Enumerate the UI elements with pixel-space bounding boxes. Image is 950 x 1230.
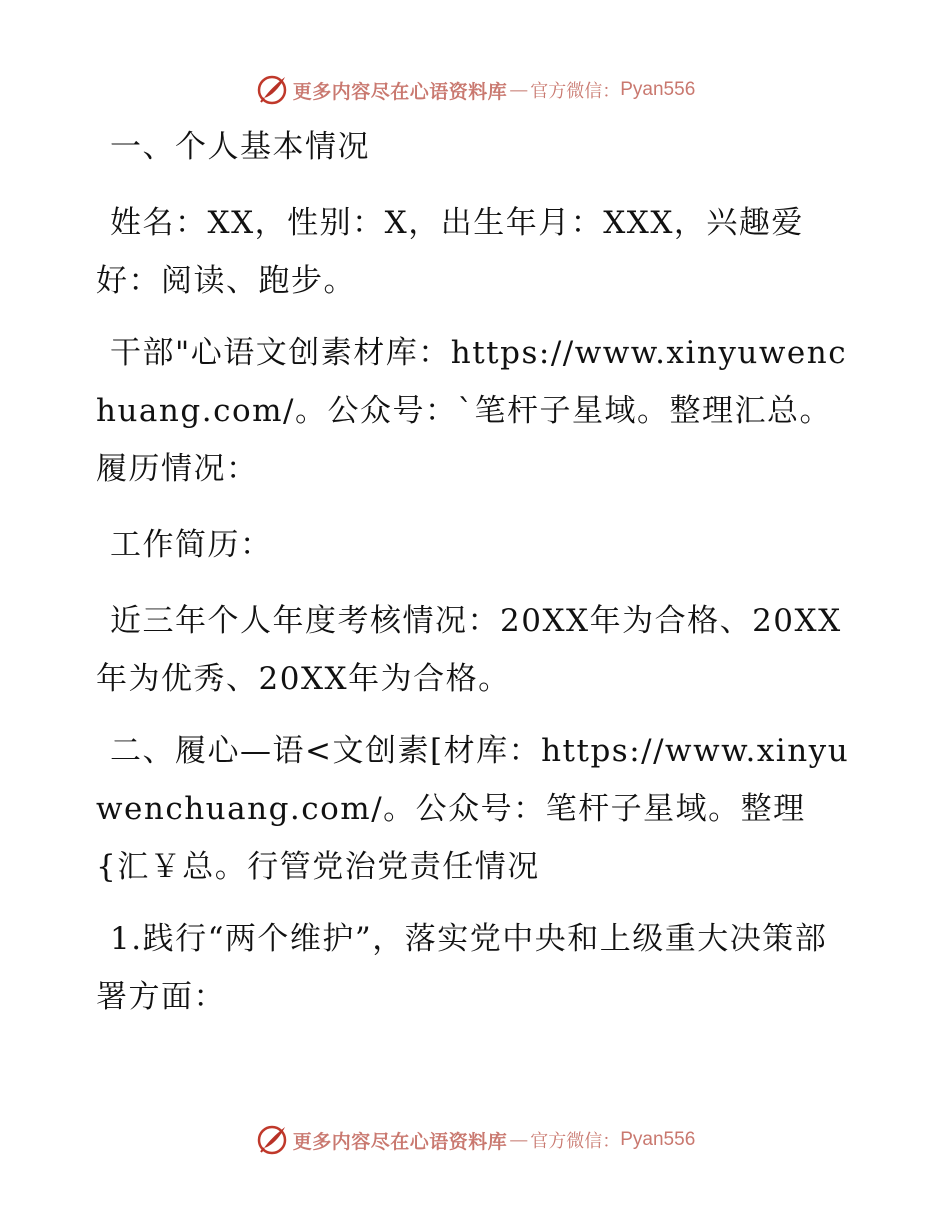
paragraph-annual-assessment: 近三年个人年度考核情况：20XX年为合格、20XX年为优秀、20XX年为合格。 [96, 603, 842, 697]
banner-wechat-label: 官方微信： [530, 81, 621, 102]
paragraph-personal-details: 姓名：XX，性别：X，出生年月：XXX，兴趣爱好：阅读、跑步。 [96, 205, 804, 299]
quill-logo-icon [255, 73, 289, 107]
banner-dash: — [509, 1129, 529, 1151]
paragraph-resume-header: 干部"心语文创素材库：https://www.xinyuwenchuang.com/。公众号：`笔杆子星域。整理汇总。履历情况： [96, 335, 848, 487]
section-heading-basic-info: 一、个人基本情况 [110, 129, 370, 165]
banner-promo-text: 更多内容尽在心语资料库 [292, 1130, 508, 1153]
banner-wechat-handle: Pyan556 [620, 79, 696, 100]
banner-wechat-label: 官方微信： [530, 1131, 621, 1152]
paragraph-work-history: 工作简历： [110, 527, 273, 563]
document-body [96, 118, 856, 1026]
section-heading-party-responsibility: 二、履心—语<文创素[材库：https://www.xinyuwenchuang.com/。公众号：笔杆子星域。整理{汇￥总。行管党治党责任情况 [96, 733, 850, 885]
header-watermark-banner [0, 70, 950, 110]
paragraph-two-safeguards: 1.践行“两个维护”，落实党中央和上级重大决策部署方面： [96, 921, 828, 1015]
banner-promo-text: 更多内容尽在心语资料库 [292, 80, 508, 103]
banner-dash: — [509, 79, 529, 101]
footer-watermark-banner [0, 1120, 950, 1160]
banner-wechat-handle: Pyan556 [620, 1129, 696, 1150]
quill-logo-icon [255, 1123, 289, 1157]
